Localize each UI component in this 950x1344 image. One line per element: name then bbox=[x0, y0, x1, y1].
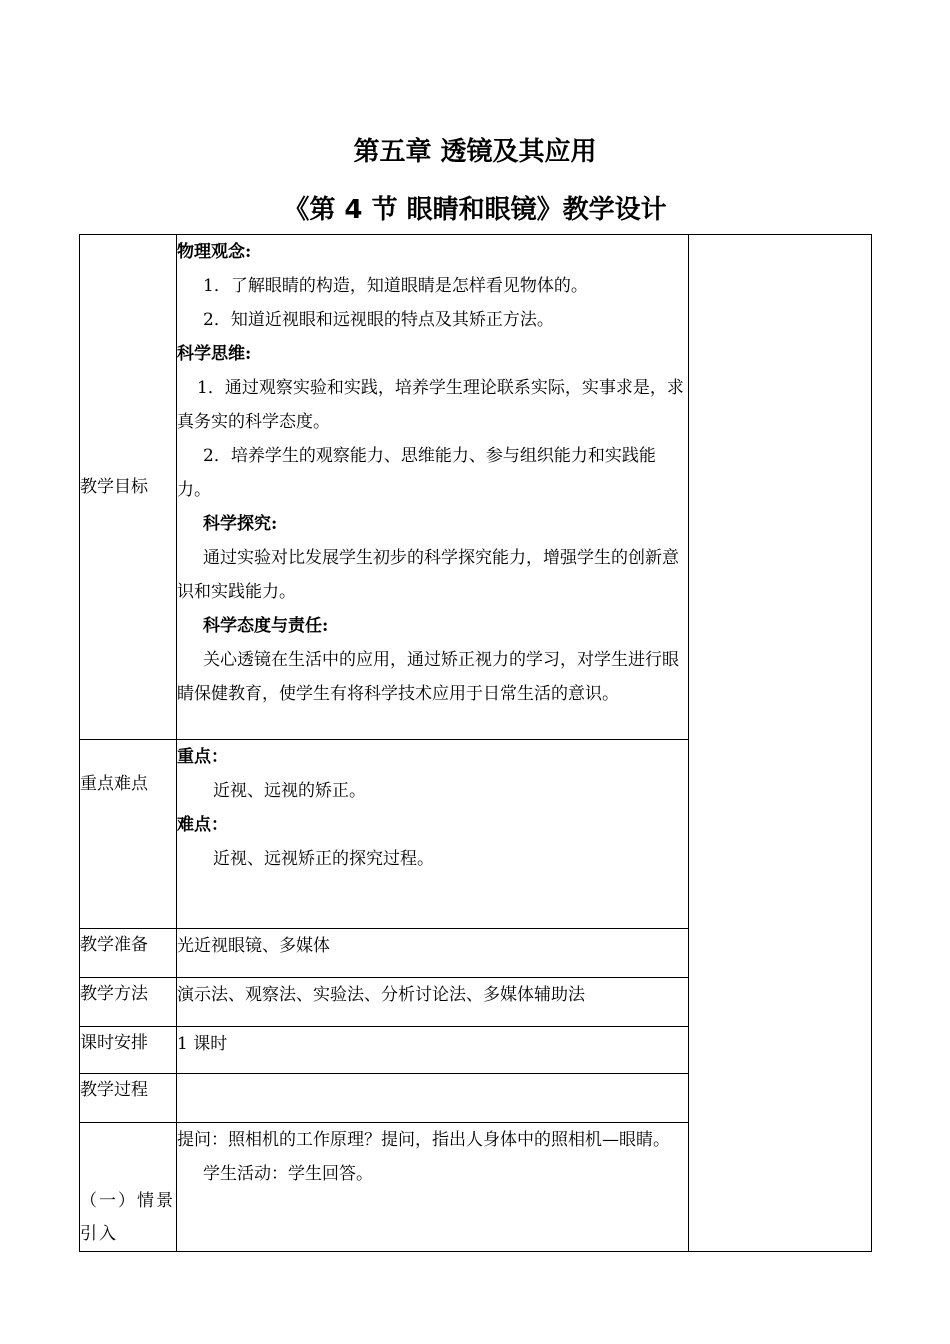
row-label-goals: 教学目标 bbox=[80, 235, 177, 740]
row-label-key: 重点难点 bbox=[80, 740, 177, 929]
thinking-item-1: 1．通过观察实验和实践，培养学生理论联系实际，实事求是，求真务实的科学态度。 bbox=[177, 378, 684, 432]
key-content bbox=[177, 740, 689, 929]
difficulty-text: 近视、远视矫正的探究过程。 bbox=[213, 849, 434, 869]
physics-item-1: 1．了解眼睛的构造，知道眼睛是怎样看见物体的。 bbox=[203, 276, 588, 296]
row-label-prep: 教学准备 bbox=[80, 929, 177, 978]
inquiry-heading: 科学探究: bbox=[203, 514, 278, 534]
key-text: 近视、远视的矫正。 bbox=[213, 781, 366, 801]
goals-content bbox=[177, 235, 689, 740]
method-text: 演示法、观察法、实验法、分析讨论法、多媒体辅助法 bbox=[177, 985, 585, 1005]
attitude-item-1: 关心透镜在生活中的应用，通过矫正视力的学习，对学生进行眼睛保健教育，使学生有将科学技术应用于日常生活的意识。 bbox=[177, 650, 679, 704]
attitude-heading: 科学态度与责任: bbox=[203, 616, 329, 636]
row-label-method: 教学方法 bbox=[80, 978, 177, 1027]
inquiry-item-1: 通过实验对比发展学生初步的科学探究能力，增强学生的创新意识和实践能力。 bbox=[177, 548, 679, 602]
method-content bbox=[177, 978, 689, 1027]
lesson-title: 《第 4 节 眼睛和眼镜》教学设计 bbox=[283, 195, 667, 225]
thinking-item-2: 2．培养学生的观察能力、思维能力、参与组织能力和实践能力。 bbox=[177, 446, 656, 500]
row-label-intro: （一）情景引入 bbox=[80, 1123, 177, 1252]
prep-text: 光近视眼镜、多媒体 bbox=[177, 936, 330, 956]
hours-text: 1 课时 bbox=[177, 1034, 228, 1054]
physics-item-2: 2．知道近视眼和远视眼的特点及其矫正方法。 bbox=[203, 310, 554, 330]
prep-content bbox=[177, 929, 689, 978]
difficulty-heading: 难点： bbox=[177, 815, 228, 835]
intro-text-2: 学生活动：学生回答。 bbox=[203, 1164, 373, 1184]
notes-column bbox=[689, 235, 872, 1252]
row-label-process: 教学过程 bbox=[80, 1074, 177, 1123]
physics-heading: 物理观念: bbox=[177, 242, 252, 262]
lesson-plan-table bbox=[79, 234, 872, 1252]
thinking-heading: 科学思维: bbox=[177, 344, 252, 364]
table-row-goals bbox=[80, 235, 872, 740]
intro-text-1: 提问：照相机的工作原理？提问，指出人身体中的照相机—眼睛。 bbox=[177, 1130, 670, 1150]
intro-content bbox=[177, 1123, 689, 1252]
chapter-title: 第五章 透镜及其应用 bbox=[353, 137, 597, 167]
row-label-hours: 课时安排 bbox=[80, 1027, 177, 1074]
hours-content bbox=[177, 1027, 689, 1074]
process-content bbox=[177, 1074, 689, 1123]
key-heading: 重点： bbox=[177, 747, 228, 767]
